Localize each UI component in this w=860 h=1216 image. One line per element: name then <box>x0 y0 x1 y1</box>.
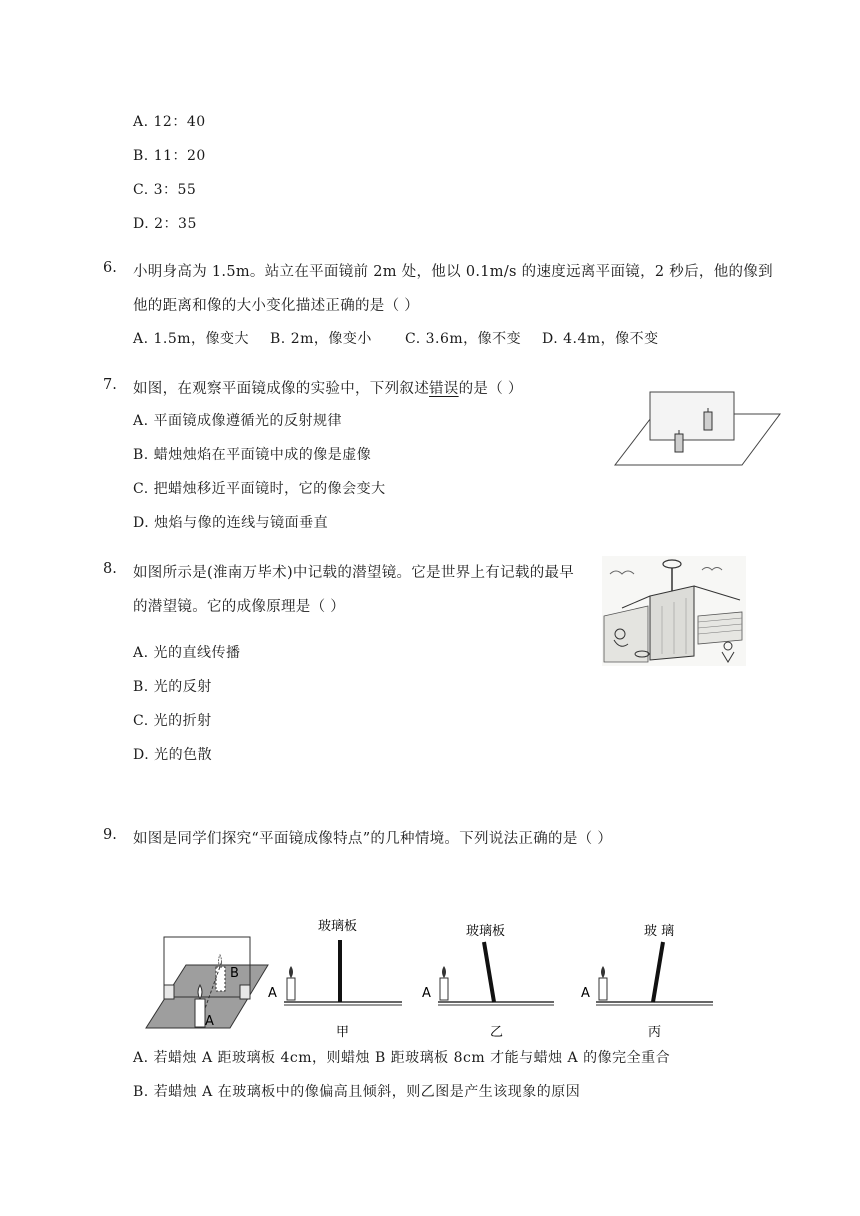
q8-periscope-illustration <box>602 556 746 666</box>
q9-yi-glass-label: 玻璃板 <box>466 924 506 939</box>
q7-option-b: B. 蜡烛烛焰在平面镜中成的像是虚像 <box>133 447 372 463</box>
q6-option-b: B. 2m，像变小 <box>270 331 372 347</box>
q9-number: 9. <box>103 827 117 843</box>
q7-stem-post: 的是（ ） <box>458 381 523 397</box>
q9-label-a-3d: A <box>205 1014 214 1029</box>
q9-bing-label-a: A <box>581 986 590 1001</box>
q9-3d-setup <box>146 937 268 1029</box>
q9-yi-caption: 乙 <box>490 1025 504 1040</box>
q8-number: 8. <box>103 561 117 577</box>
q9-bing-caption: 丙 <box>648 1025 662 1040</box>
q9-jia-label-a: A <box>268 986 277 1001</box>
q7-option-a: A. 平面镜成像遵循光的反射规律 <box>133 413 343 429</box>
q6-option-d: D. 4.4m，像不变 <box>542 331 659 347</box>
q8-stem-line2: 的潜望镜。它的成像原理是（ ） <box>133 599 346 615</box>
q7-number: 7. <box>103 377 117 393</box>
q5-option-b: B. 11：20 <box>133 148 206 164</box>
q9-jia-caption: 甲 <box>336 1025 350 1040</box>
q5-option-c: C. 3：55 <box>133 182 197 198</box>
q9-stem: 如图是同学们探究“平面镜成像特点”的几种情境。下列说法正确的是（ ） <box>133 831 613 847</box>
q9-diagram-bing <box>581 923 713 1040</box>
q9-option-b: B. 若蜡烛 A 在玻璃板中的像偏高且倾斜，则乙图是产生该现象的原因 <box>133 1084 581 1100</box>
q6-option-a: A. 1.5m，像变大 <box>133 331 250 347</box>
q7-option-d: D. 烛焰与像的连线与镜面垂直 <box>133 515 329 531</box>
q6-stem-line2: 他的距离和像的大小变化描述正确的是（ ） <box>133 298 420 314</box>
q5-option-a: A. 12：40 <box>133 114 206 130</box>
q8-option-c: C. 光的折射 <box>133 713 212 729</box>
q9-diagram-jia <box>268 918 402 1040</box>
candle-real <box>675 434 683 452</box>
q5-option-d: D. 2：35 <box>133 216 197 232</box>
q6-option-c: C. 3.6m，像不变 <box>405 331 522 347</box>
q8-option-a: A. 光的直线传播 <box>133 645 241 661</box>
q9-jia-glass-label: 玻璃板 <box>318 919 358 934</box>
q6-stem-line1: 小明身高为 1.5m。站立在平面镜前 2m 处，他以 0.1m/s 的速度远离平面镜，2 秒后，他的像到 <box>133 264 773 280</box>
q8-option-d: D. 光的色散 <box>133 747 213 763</box>
q9-label-b: B <box>230 966 239 981</box>
q7-stem <box>133 377 523 398</box>
q9-figure <box>140 905 730 1045</box>
candle-image <box>704 412 712 430</box>
q9-bing-glass-label: 玻 璃 <box>644 924 675 939</box>
q7-stem-pre: 如图，在观察平面镜成像的实验中，下列叙述 <box>133 381 429 397</box>
q7-mirror-figure <box>610 390 780 470</box>
q7-option-c: C. 把蜡烛移近平面镜时，它的像会变大 <box>133 481 386 497</box>
q6-number: 6. <box>103 260 117 276</box>
q8-stem-line1: 如图所示是(淮南万毕术)中记载的潜望镜。它是世界上有记载的最早 <box>133 565 575 581</box>
q9-yi-label-a: A <box>422 986 431 1001</box>
mirror-glass <box>650 392 734 440</box>
q9-diagram-yi <box>422 923 554 1040</box>
q8-option-b: B. 光的反射 <box>133 679 212 695</box>
q9-option-a: A. 若蜡烛 A 距玻璃板 4cm，则蜡烛 B 距玻璃板 8cm 才能与蜡烛 A 的像完全重合 <box>133 1050 671 1066</box>
q7-stem-emphasis: 错误 <box>429 381 459 397</box>
